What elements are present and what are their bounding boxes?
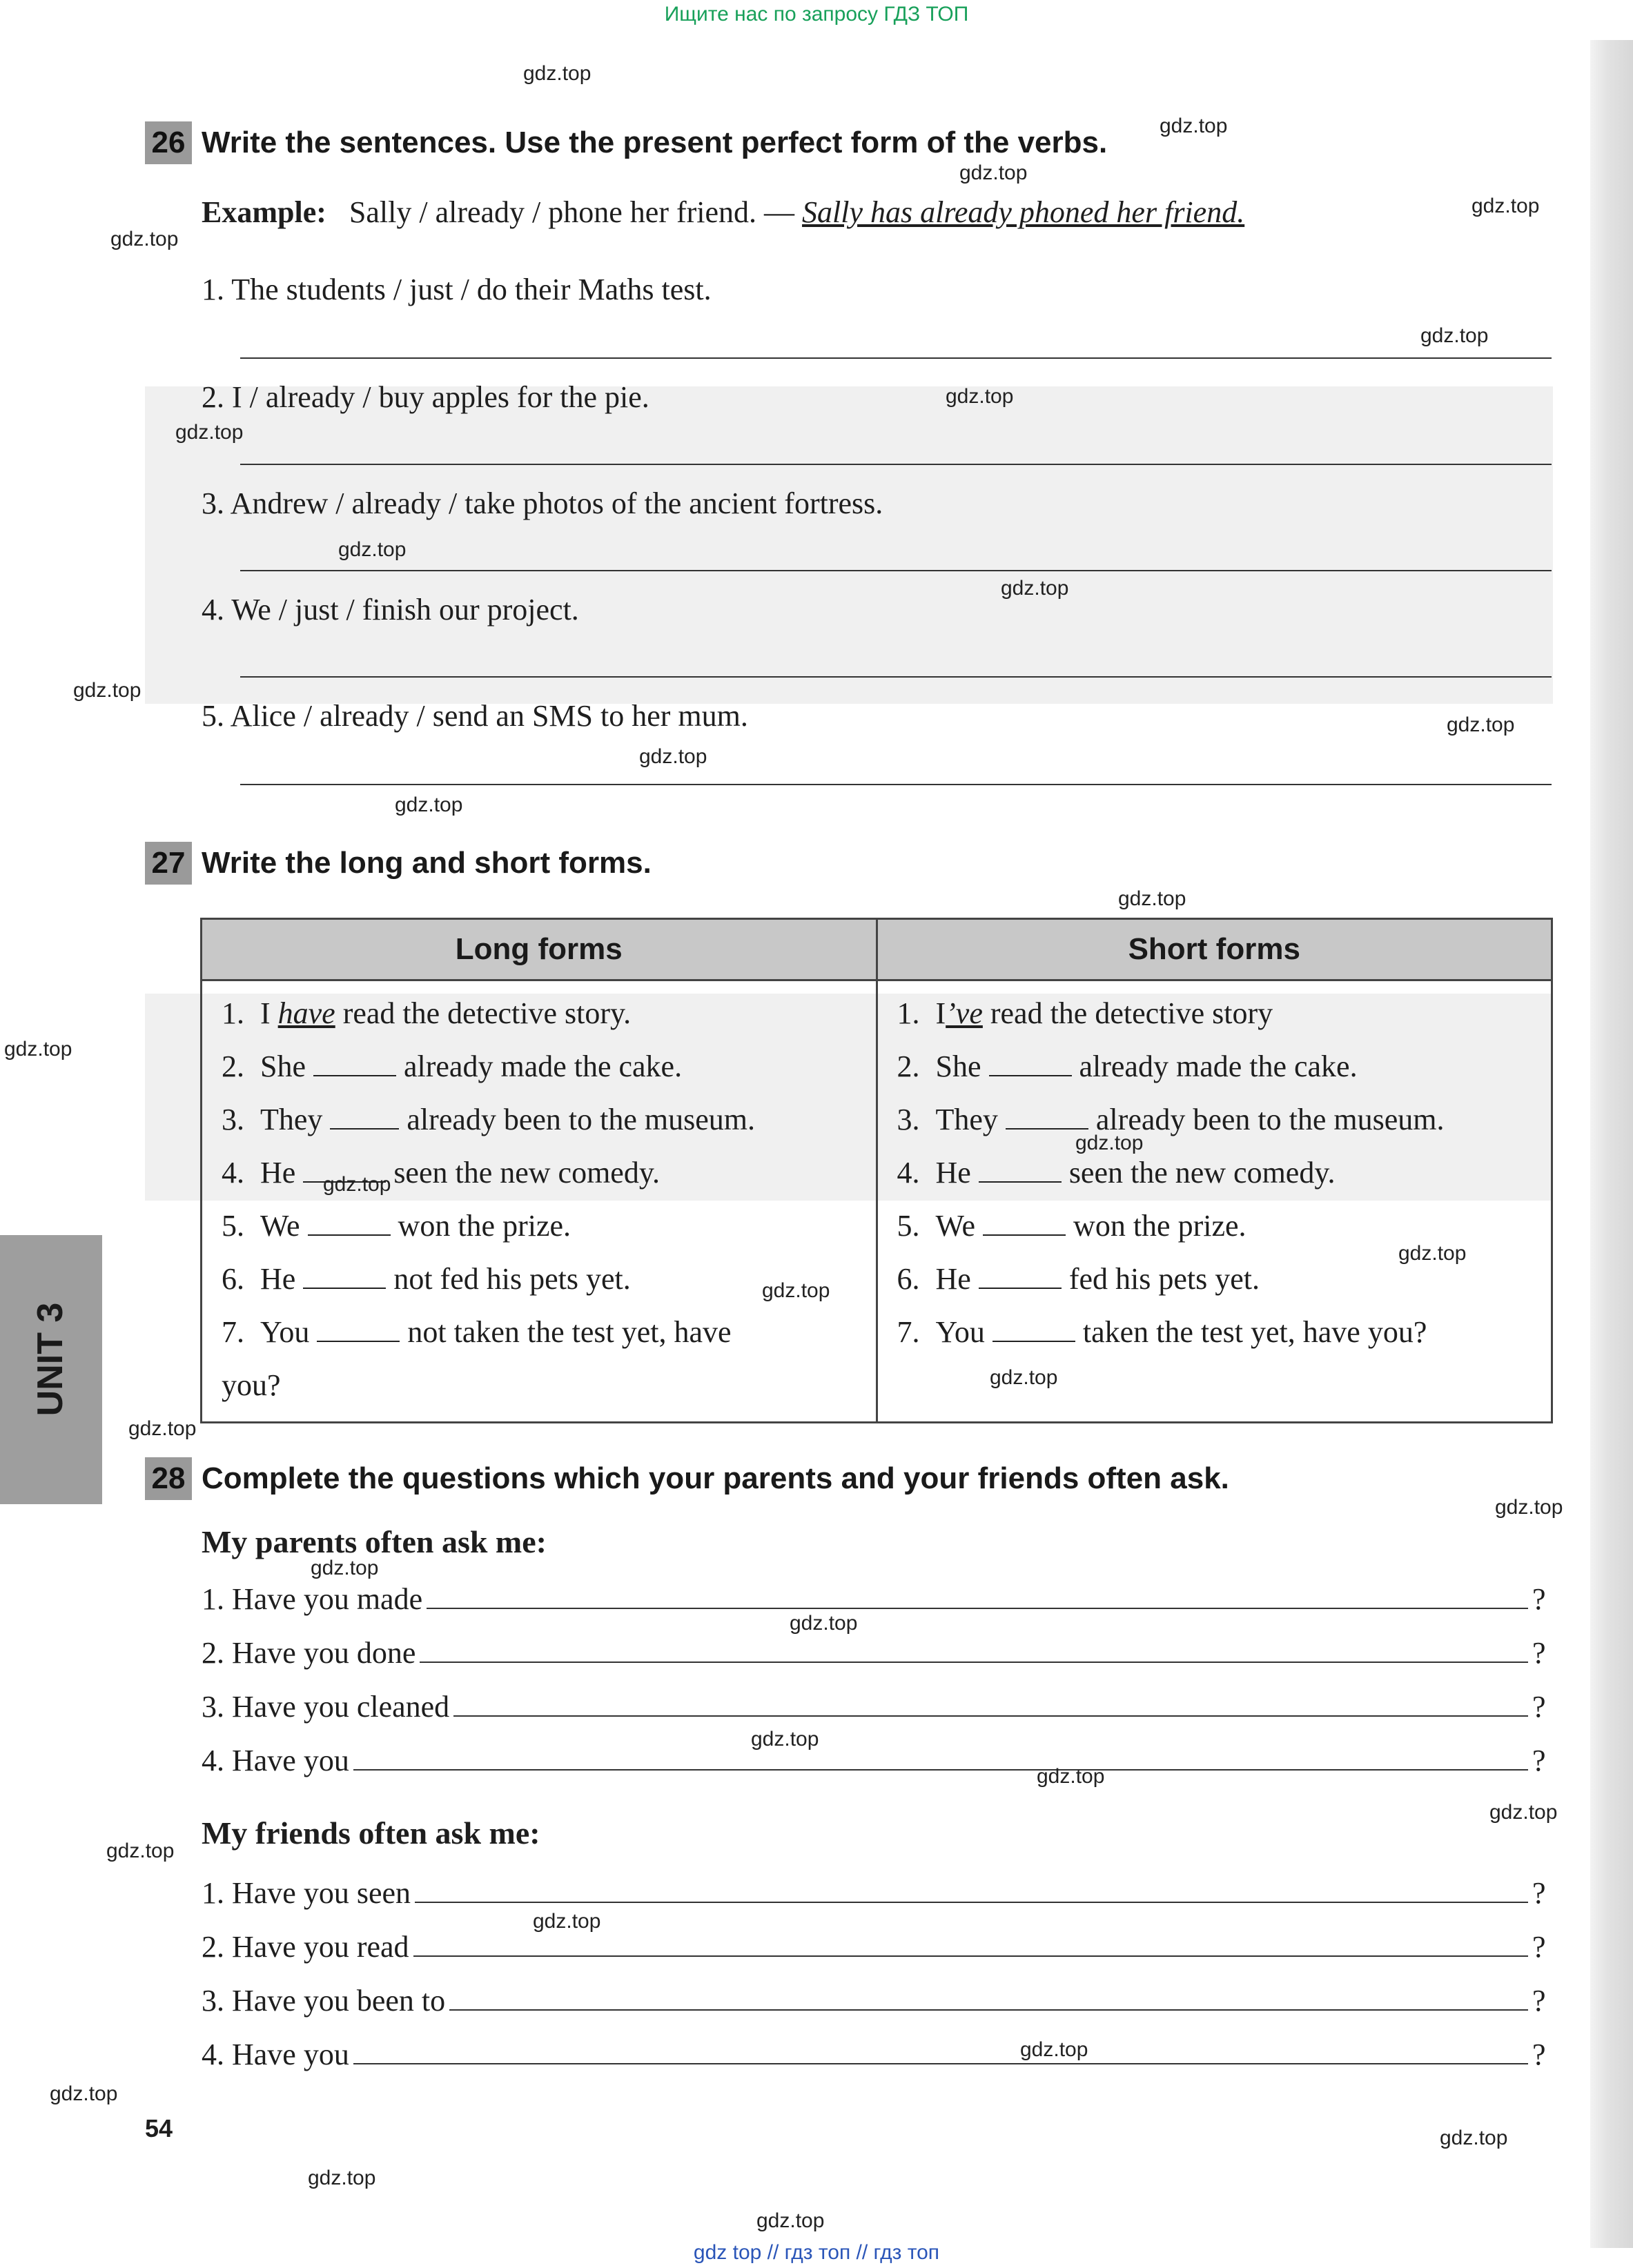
page-number: 54 xyxy=(145,2114,173,2142)
friends-question-3: 3. Have you been to ? xyxy=(202,1984,1546,2018)
long-row-1: 1. I have read the detective story. xyxy=(222,996,632,1030)
watermark: gdz.top xyxy=(308,2167,376,2189)
answer-blank[interactable] xyxy=(992,1320,1075,1342)
answer-blank[interactable] xyxy=(979,1267,1062,1289)
answer-blank[interactable] xyxy=(308,1214,391,1236)
answer-word: ’ve xyxy=(946,996,983,1030)
watermark: gdz.top xyxy=(1398,1242,1467,1265)
answer-line[interactable] xyxy=(427,1587,1528,1609)
parents-heading: My parents often ask me: xyxy=(202,1524,547,1559)
watermark: gdz.top xyxy=(790,1612,858,1635)
short-row-6: 6. He fed his pets yet. xyxy=(897,1262,1260,1296)
answer-blank[interactable] xyxy=(317,1320,400,1342)
exercise-number: 26 xyxy=(145,121,192,164)
unit-label: UNIT 3 xyxy=(30,1302,70,1417)
page-edge xyxy=(1590,40,1633,2248)
watermark: gdz.top xyxy=(128,1417,197,1440)
exercise-27-header xyxy=(145,842,652,885)
short-row-2: 2. She already made the cake. xyxy=(897,1049,1358,1083)
answer-blank[interactable] xyxy=(1006,1107,1088,1130)
long-row-2: 2. She already made the cake. xyxy=(222,1049,683,1083)
watermark: gdz.top xyxy=(1447,713,1515,736)
answer-blank[interactable] xyxy=(989,1054,1072,1076)
watermark: gdz.top xyxy=(639,745,707,768)
short-forms-header: Short forms xyxy=(877,919,1552,980)
answer-line[interactable] xyxy=(449,1989,1528,2011)
long-row-4: 4. He seen the new comedy. xyxy=(222,1156,660,1190)
exercise-26-header xyxy=(145,121,1107,164)
answer-blank[interactable] xyxy=(979,1161,1062,1183)
answer-line[interactable] xyxy=(240,784,1552,785)
answer-blank[interactable] xyxy=(983,1214,1066,1236)
parents-question-3: 3. Have you cleaned ? xyxy=(202,1690,1546,1724)
watermark: gdz.top xyxy=(756,2209,825,2232)
short-row-1: 1. I’ve read the detective story xyxy=(897,996,1273,1030)
answer-line[interactable] xyxy=(415,1881,1528,1903)
watermark: gdz.top xyxy=(110,228,179,250)
exercise-28-header xyxy=(145,1457,1229,1500)
answer-line[interactable] xyxy=(413,1935,1528,1957)
ex26-item-2: 2. I / already / buy apples for the pie. xyxy=(202,380,649,414)
bottom-banner: gdz top // гдз топ // гдз топ xyxy=(693,2241,940,2264)
watermark: gdz.top xyxy=(1420,324,1489,347)
example-answer: Sally has already phoned her friend. xyxy=(802,195,1245,229)
answer-line[interactable] xyxy=(353,1748,1528,1771)
watermark: gdz.top xyxy=(523,62,591,85)
short-row-5: 5. We won the prize. xyxy=(897,1209,1246,1243)
watermark: gdz.top xyxy=(73,679,141,702)
exercise-number: 27 xyxy=(145,842,192,885)
watermark: gdz.top xyxy=(1489,1801,1558,1824)
watermark: gdz.top xyxy=(175,421,244,444)
parents-question-1: 1. Have you made ? xyxy=(202,1582,1546,1616)
watermark: gdz.top xyxy=(1075,1132,1144,1154)
answer-line[interactable] xyxy=(453,1695,1528,1717)
forms-table xyxy=(200,918,1553,1423)
long-row-3: 3. They already been to the museum. xyxy=(222,1103,756,1136)
long-forms-header: Long forms xyxy=(202,919,877,980)
parents-question-4: 4. Have you ? xyxy=(202,1744,1546,1777)
watermark: gdz.top xyxy=(4,1038,72,1061)
friends-question-2: 2. Have you read ? xyxy=(202,1930,1546,1964)
example-label: Example: xyxy=(202,195,326,229)
long-row-5: 5. We won the prize. xyxy=(222,1209,571,1243)
exercise-title: Complete the questions which your parents and your friends often ask. xyxy=(202,1461,1229,1495)
answer-blank[interactable] xyxy=(303,1267,386,1289)
long-forms-column xyxy=(202,980,877,1423)
watermark: gdz.top xyxy=(1037,1765,1105,1788)
answer-word: have xyxy=(277,996,335,1030)
friends-question-1: 1. Have you seen ? xyxy=(202,1876,1546,1910)
answer-line[interactable] xyxy=(240,464,1552,465)
parents-question-2: 2. Have you done ? xyxy=(202,1636,1546,1670)
answer-blank[interactable] xyxy=(313,1054,396,1076)
answer-line[interactable] xyxy=(240,357,1552,359)
watermark: gdz.top xyxy=(1020,2038,1088,2061)
short-row-3: 3. They already been to the museum. xyxy=(897,1103,1445,1136)
example-sentence xyxy=(202,195,1244,230)
watermark: gdz.top xyxy=(50,2082,118,2105)
answer-line[interactable] xyxy=(240,570,1552,571)
watermark: gdz.top xyxy=(762,1279,830,1302)
ex26-item-1: 1. The students / just / do their Maths test. xyxy=(202,273,712,306)
short-row-4: 4. He seen the new comedy. xyxy=(897,1156,1336,1190)
exercise-number: 28 xyxy=(145,1457,192,1500)
watermark: gdz.top xyxy=(106,1840,175,1862)
watermark: gdz.top xyxy=(1001,577,1069,600)
top-banner: Ищите нас по запросу ГДЗ ТОП xyxy=(664,3,969,26)
watermark: gdz.top xyxy=(959,161,1028,184)
answer-line[interactable] xyxy=(240,676,1552,678)
watermark: gdz.top xyxy=(751,1728,819,1751)
watermark: gdz.top xyxy=(533,1910,601,1933)
friends-heading: My friends often ask me: xyxy=(202,1815,540,1851)
watermark: gdz.top xyxy=(1118,887,1186,910)
short-row-7: 7. You taken the test yet, have you? xyxy=(897,1315,1427,1349)
friends-question-4: 4. Have you ? xyxy=(202,2038,1546,2071)
watermark: gdz.top xyxy=(338,538,407,561)
watermark: gdz.top xyxy=(311,1557,379,1579)
watermark: gdz.top xyxy=(946,385,1014,408)
watermark: gdz.top xyxy=(1495,1496,1563,1519)
watermark: gdz.top xyxy=(990,1366,1058,1389)
long-row-7-continued: you? xyxy=(222,1368,281,1402)
long-row-7: 7. You not taken the test yet, have xyxy=(222,1315,732,1349)
answer-blank[interactable] xyxy=(330,1107,399,1130)
long-row-6: 6. He not fed his pets yet. xyxy=(222,1262,631,1296)
example-prompt: Sally / already / phone her friend. — xyxy=(349,195,795,229)
exercise-title: Write the long and short forms. xyxy=(202,846,652,880)
watermark: gdz.top xyxy=(1160,115,1228,137)
watermark: gdz.top xyxy=(1471,195,1540,217)
short-forms-column xyxy=(877,980,1552,1423)
ex26-item-5: 5. Alice / already / send an SMS to her mum. xyxy=(202,699,748,733)
answer-line[interactable] xyxy=(353,2042,1528,2064)
watermark: gdz.top xyxy=(1440,2127,1508,2149)
exercise-title: Write the sentences. Use the present perfect form of the verbs. xyxy=(202,126,1108,159)
answer-line[interactable] xyxy=(420,1641,1528,1663)
watermark: gdz.top xyxy=(323,1173,391,1196)
ex26-item-3: 3. Andrew / already / take photos of the ancient fortress. xyxy=(202,486,883,520)
watermark: gdz.top xyxy=(395,793,463,816)
ex26-item-4: 4. We / just / finish our project. xyxy=(202,593,579,627)
